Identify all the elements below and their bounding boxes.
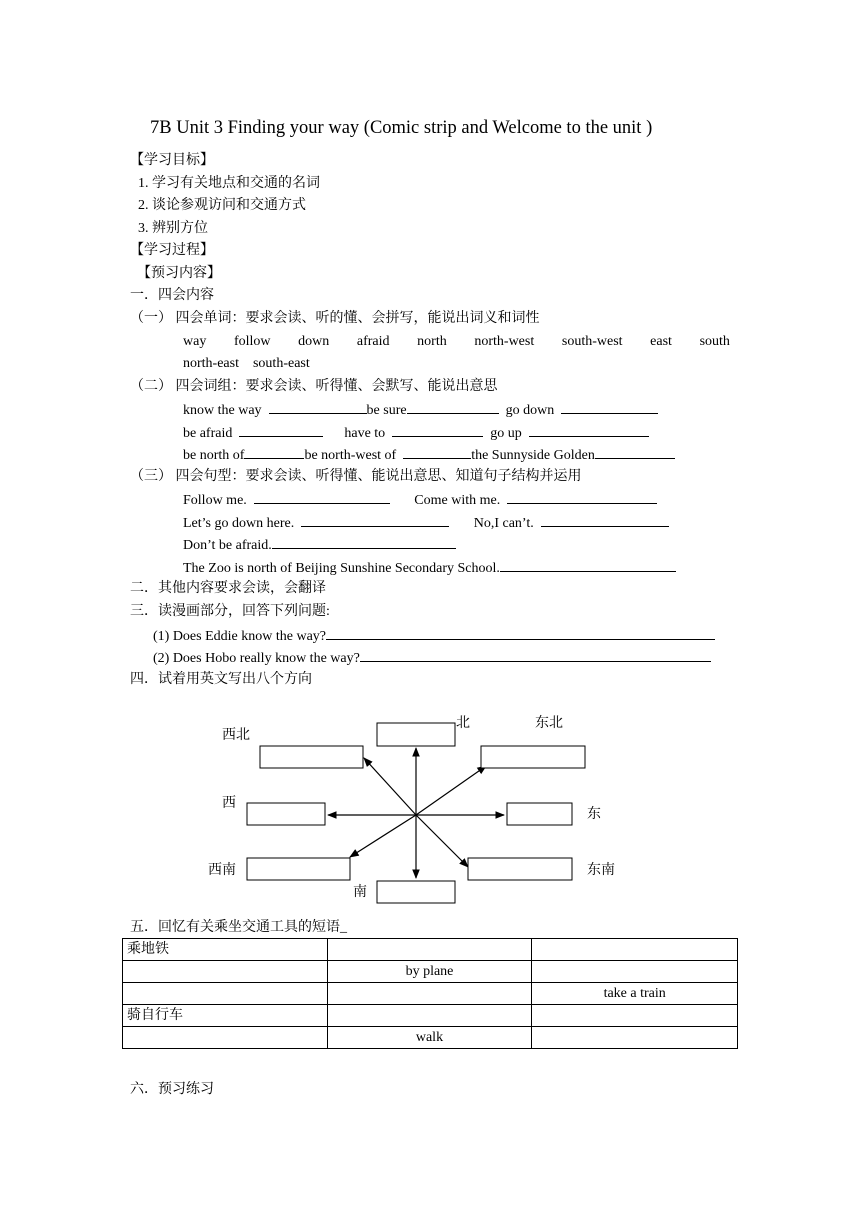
objective-item: 3. 辨别方位: [138, 221, 208, 236]
label-south-east: 东南: [587, 863, 615, 878]
label-north: 北: [456, 716, 470, 731]
objectives-heading: 【学习目标】: [130, 153, 214, 168]
box-north-east: [481, 746, 585, 768]
page-title: 7B Unit 3 Finding your way (Comic strip and Welcome to the unit ): [150, 118, 653, 138]
vocab-word: south: [699, 334, 730, 349]
words-label: （一） 四会单词：要求会读、听的懂、会拼写，能说出词义和词性: [130, 311, 540, 326]
table-row: [123, 983, 738, 1005]
process-heading: 【学习过程】: [130, 243, 214, 258]
section-6-heading: 六．预习练习: [130, 1082, 214, 1097]
table-cell[interactable]: [123, 1027, 328, 1049]
phrase: be north-west of: [304, 448, 397, 463]
phrase: be north of: [183, 448, 245, 463]
table-cell[interactable]: 乘地铁: [123, 939, 328, 961]
table-cell[interactable]: [327, 983, 532, 1005]
label-north-east: 东北: [535, 716, 563, 731]
objective-item: 2. 谈论参观访问和交通方式: [138, 198, 306, 213]
vocab-word: afraid: [356, 334, 390, 349]
section-5-heading: 五．回忆有关乘坐交通工具的短语_: [130, 920, 347, 935]
vocab-word: north: [417, 334, 447, 349]
section-2-heading: 二．其他内容要求会读，会翻译: [130, 581, 326, 596]
table-cell[interactable]: 骑自行车: [123, 1005, 328, 1027]
objective-item: 1. 学习有关地点和交通的名词: [138, 176, 320, 191]
sentence: Don’t be afraid.: [183, 538, 272, 553]
box-south-west: [247, 858, 350, 880]
box-north: [377, 723, 455, 746]
table-cell[interactable]: [123, 983, 328, 1005]
question-text: (1) Does Eddie know the way?: [153, 629, 327, 644]
sentence: Come with me.: [414, 493, 501, 508]
table-cell[interactable]: [532, 939, 738, 961]
box-south: [377, 881, 455, 903]
vocab-word: way: [183, 334, 207, 349]
table-cell[interactable]: [327, 939, 532, 961]
table-cell[interactable]: by plane: [327, 961, 532, 983]
arrow-north-east: [416, 766, 486, 815]
transport-table: [122, 938, 738, 1049]
section-3-heading: 三．读漫画部分，回答下列问题:: [130, 604, 330, 619]
vocab-word: east: [650, 334, 672, 349]
sentence: The Zoo is north of Beijing Sunshine Secondary School.: [183, 561, 500, 576]
phrase: have to: [344, 426, 386, 441]
arrow-north-west: [364, 758, 416, 815]
table-cell[interactable]: take a train: [532, 983, 738, 1005]
section-1-heading: 一．四会内容: [130, 288, 214, 303]
phrase: go down: [505, 403, 555, 418]
phrase: be afraid: [183, 426, 233, 441]
arrow-south-east: [416, 815, 468, 867]
label-west: 西: [222, 796, 236, 811]
vocab-word: down: [298, 334, 330, 349]
preview-heading: 【预习内容】: [137, 266, 221, 281]
table-row: [123, 961, 738, 983]
table-row: [123, 939, 738, 961]
box-east: [507, 803, 572, 825]
table-cell[interactable]: [532, 1027, 738, 1049]
table-row: [123, 1005, 738, 1027]
label-north-west: 西北: [222, 728, 250, 743]
box-north-west: [260, 746, 363, 768]
vocab-word: follow: [233, 334, 271, 349]
table-row: [123, 1027, 738, 1049]
phrases-label: （二） 四会词组：要求会读、听得懂、会默写、能说出意思: [130, 379, 498, 394]
table-cell[interactable]: [123, 961, 328, 983]
label-south-west: 西南: [208, 863, 236, 878]
table-cell[interactable]: [532, 1005, 738, 1027]
table-cell[interactable]: walk: [327, 1027, 532, 1049]
sentence: Follow me.: [183, 493, 247, 508]
arrow-south-west: [350, 815, 416, 857]
vocab-word: north-west: [474, 334, 535, 349]
phrase: be sure: [366, 403, 407, 418]
box-south-east: [468, 858, 572, 880]
phrase: go up: [490, 426, 522, 441]
table-cell[interactable]: [327, 1005, 532, 1027]
phrase: know the way: [183, 403, 262, 418]
section-4-heading: 四．试着用英文写出八个方向: [130, 672, 312, 687]
phrase: the Sunnyside Golden: [471, 448, 595, 463]
box-west: [247, 803, 325, 825]
vocab-word: south-west: [561, 334, 623, 349]
sentence: No,I can’t.: [473, 516, 534, 531]
question-text: (2) Does Hobo really know the way?: [153, 651, 360, 666]
label-south: 南: [353, 885, 367, 900]
sentence: Let’s go down here.: [183, 516, 295, 531]
vocab-line-2: north-east south-east: [183, 356, 310, 371]
label-east: 东: [587, 807, 601, 822]
table-cell[interactable]: [532, 961, 738, 983]
sentences-label: （三） 四会句型：要求会读、听得懂、能说出意思、知道句子结构并运用: [130, 469, 582, 484]
